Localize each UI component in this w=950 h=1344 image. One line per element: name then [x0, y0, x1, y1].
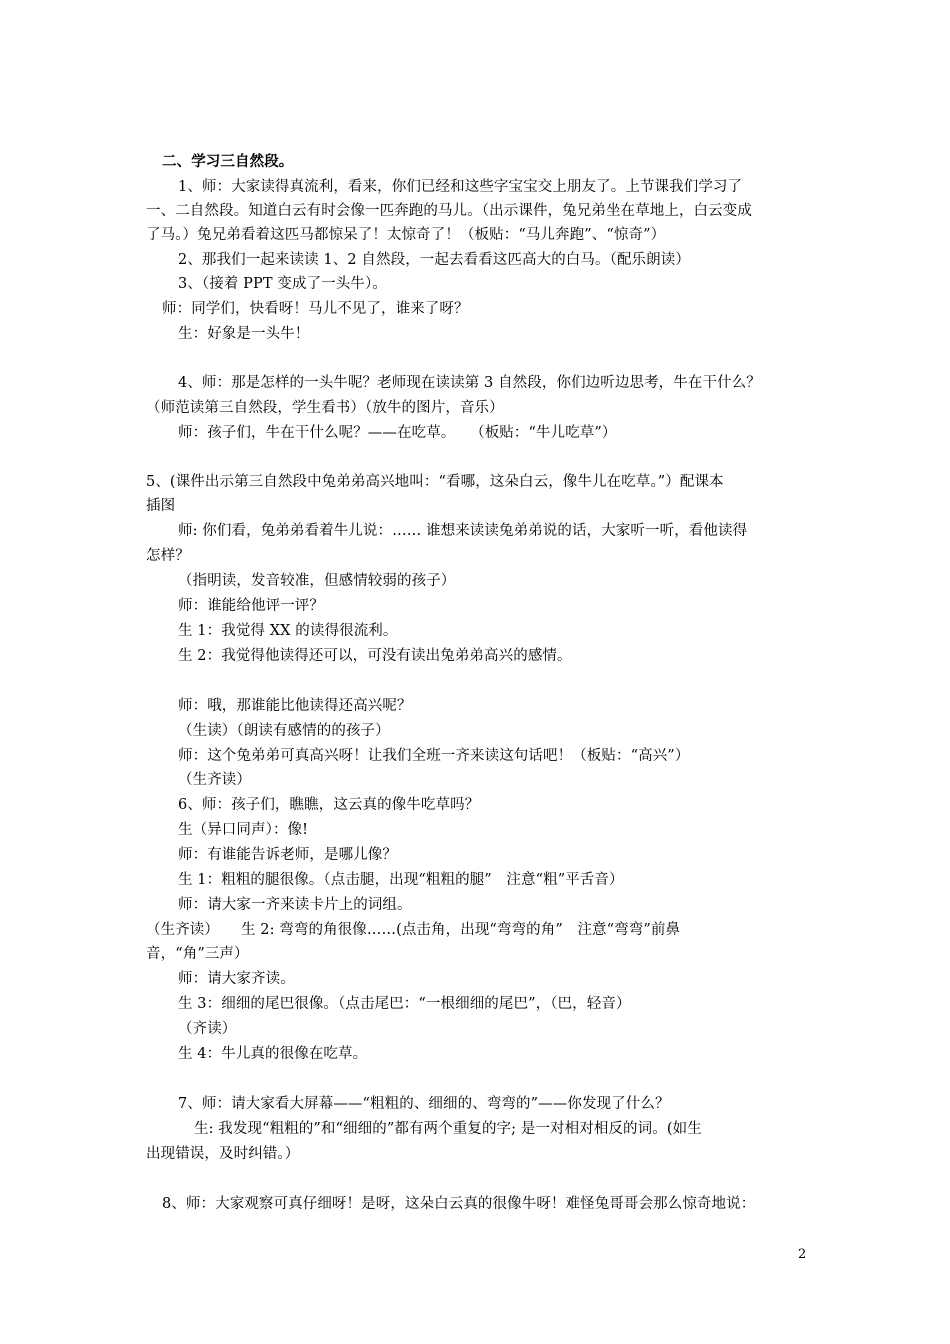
text-line: 师：这个兔弟弟可真高兴呀！让我们全班一齐来读这句话吧！（板贴：“高兴”） [178, 748, 690, 764]
text-line: 生（异口同声）：像! [178, 822, 309, 838]
text-line: 师：谁能给他评一评？ [178, 598, 324, 614]
text-line: 怎样？ [146, 548, 190, 564]
text-line: 生 3：细细的尾巴很像。（点击尾巴：“一根细细的尾巴”，（巴，轻音） [178, 996, 631, 1012]
text-line: 8、师：大家观察可真仔细呀！是呀，这朵白云真的很像牛呀！难怪兔哥哥会那么惊奇地说： [162, 1196, 756, 1212]
text-line: 师：请大家一齐来读卡片上的词组。 [178, 897, 412, 913]
text-line: 生 4：牛儿真的很像在吃草。 [178, 1046, 368, 1062]
text-line: 6、师：孩子们，瞧瞧，这云真的像牛吃草吗？ [178, 797, 480, 813]
text-line: 了马。）兔兄弟看着这匹马都惊呆了！太惊奇了！（板贴：“马儿奔跑”、“惊奇”） [146, 227, 666, 243]
text-line: （齐读） [178, 1021, 237, 1037]
text-line: 一、二自然段。知道白云有时会像一匹奔跑的马儿。（出示课件，兔兄弟坐在草地上，白云变成 [146, 203, 752, 219]
text-line: 4、师：那是怎样的一头牛呢？老师现在读读第 3 自然段，你们边听边思考，牛在干什么？ [178, 375, 761, 391]
page-number: 2 [798, 1247, 807, 1262]
text-line: 7、师：请大家看大屏幕——“粗粗的、细细的、弯弯的”——你发现了什么？ [178, 1096, 670, 1112]
text-line: （指明读，发音较准，但感情较弱的孩子） [178, 573, 456, 589]
text-line: 生 2：我觉得他读得还可以，可没有读出兔弟弟高兴的感情。 [178, 648, 572, 664]
text-line: 音，“角”三声） [146, 946, 249, 962]
text-line: 生：好象是一头牛！ [178, 326, 310, 342]
text-line: 师: 你们看，兔弟弟看着牛儿说：…… 谁想来读读兔弟弟说的话，大家听一听，看他读得 [178, 523, 748, 539]
text-line: （生齐读） 生 2: 弯弯的角很像……(点击角，出现“弯弯的角” 注意“弯弯”前鼻 [146, 922, 681, 938]
text-line: 出现错误，及时纠错。） [146, 1146, 300, 1162]
text-line: 1、师：大家读得真流利，看来，你们已经和这些字宝宝交上朋友了。上节课我们学习了 [178, 179, 743, 195]
text-line: （师范读第三自然段，学生看书）（放牛的图片，音乐） [146, 400, 504, 416]
text-line: 生 1：粗粗的腿很像。（点击腿，出现“粗粗的腿” 注意“粗”平舌音） [178, 872, 624, 888]
text-line: 5、(课件出示第三自然段中兔弟弟高兴地叫：“看哪，这朵白云，像牛儿在吃草。”）配课本 [146, 474, 724, 490]
text-line: 师：请大家齐读。 [178, 971, 295, 987]
text-line: 师：孩子们，牛在干什么呢？——在吃草。 （板贴：“牛儿吃草”） [178, 425, 617, 441]
text-line: 师：同学们，快看呀！马儿不见了，谁来了呀？ [162, 301, 469, 317]
text-line: 师：哦，那谁能比他读得还高兴呢？ [178, 698, 412, 714]
text-line: （生齐读） [178, 772, 251, 788]
section-heading: 二、学习三自然段。 [162, 153, 294, 170]
text-line: （生读）（朗读有感情的的孩子） [178, 723, 390, 739]
text-line: 生: 我发现“粗粗的”和“细细的”都有两个重复的字; 是一对相对相反的词。(如生 [194, 1121, 702, 1137]
text-line: 2、那我们一起来读读 1、2 自然段，一起去看看这匹高大的白马。（配乐朗读） [178, 252, 690, 268]
text-line: 3、（接着 PPT 变成了一头牛）。 [178, 276, 387, 292]
text-line: 生 1：我觉得 XX 的读得很流利。 [178, 623, 398, 639]
text-line: 插图 [146, 498, 176, 514]
text-line: 师：有谁能告诉老师，是哪儿像？ [178, 847, 397, 863]
